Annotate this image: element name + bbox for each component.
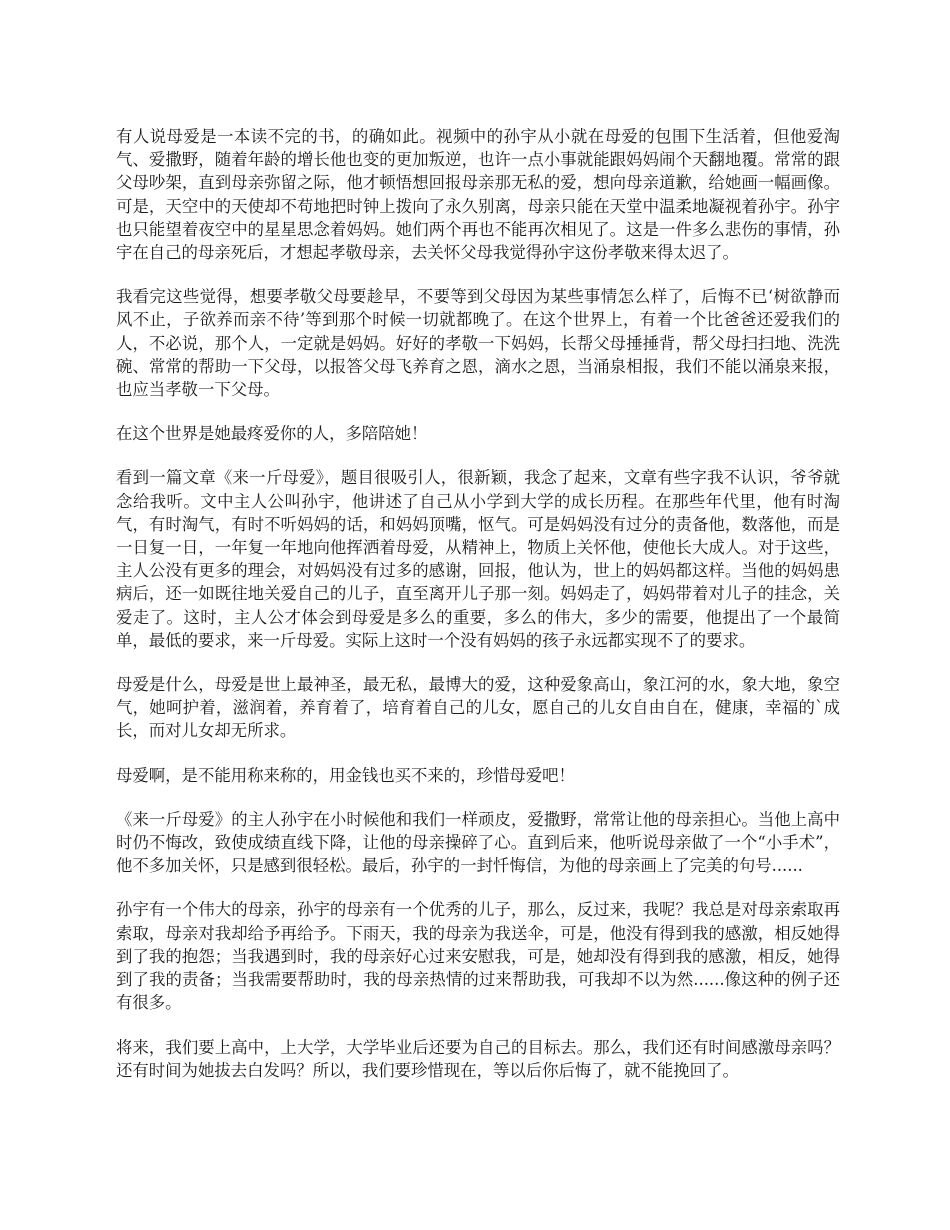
paragraph-8: 孙宇有一个伟大的母亲，孙宇的母亲有一个优秀的儿子，那么，反过来，我呢？我总是对母亲索取再索取，母亲对我却给予再给予。下雨天，我的母亲为我送伞，可是，他没有得到我的感激，相反她得到了我的抱怨；当我遇到时，我的母亲好心过来安慰我，可是，她却没有得到我的感激，相反，她得到了我的责备；当我需要帮助时，我的母亲热情的过来帮助我，可我却不以为然......像这种的例子还有很多。 [116, 900, 840, 1013]
paragraph-9: 将来，我们要上高中，上大学，大学毕业后还要为自己的目标去。那么，我们还有时间感激母亲吗？还有时间为她拔去白发吗？所以，我们要珍惜现在，等以后你后悔了，就不能挽回了。 [116, 1037, 840, 1080]
article-body [116, 125, 840, 1103]
paragraph-1: 有人说母爱是一本读不完的书，的确如此。视频中的孙宇从小就在母爱的包围下生活着，但他爱淘气、爱撒野，随着年龄的增长他也变的更加叛逆，也许一点小事就能跟妈妈闹个天翻地覆。常常的跟父母吵架，直到母亲弥留之际，他才顿悟想回报母亲那无私的爱，想向母亲道歉，给她画一幅画像。可是，天空中的天使却不苟地把时钟上拨向了永久别离，母亲只能在天堂中温柔地凝视着孙宇。孙宇也只能望着夜空中的星星思念着妈妈。她们两个再也不能再次相见了。这是一件多么悲伤的事情，孙宇在自己的母亲死后，才想起孝敬母亲，去关怀父母我觉得孙宇这份孝敬来得太迟了。 [116, 127, 840, 263]
paragraph-6: 母爱啊，是不能用称来称的，用金钱也买不来的，珍惜母爱吧！ [116, 765, 575, 785]
paragraph-2: 我看完这些觉得，想要孝敬父母要趁早，不要等到父母因为某些事情怎么样了，后悔不已‘树欲静而风不止，子欲养而亲不待’等到那个时候一切就都晚了。在这个世界上，有着一个比爸爸还爱我们的人，不必说，那个人，一定就是妈妈。好好的孝敬一下妈妈，长帮父母捶捶背，帮父母扫扫地、洗洗碗、常常的帮助一下父母，以报答父母飞养育之恩，滴水之恩，当涌泉相报，我们不能以涌泉来报，也应当孝敬一下父母。 [116, 287, 840, 400]
paragraph-5: 母爱是什么，母爱是世上最神圣，最无私，最博大的爱，这种爱象高山，象江河的水，象大地，象空气，她呵护着，滋润着，养育着了，培育着自己的儿女，愿自己的儿女自由自在，健康，幸福的`成长，而对儿女却无所求。 [116, 675, 840, 741]
paragraph-3: 在这个世界是她最疼爱你的人，多陪陪她！ [116, 424, 428, 444]
paragraph-4: 看到一篇文章《来一斤母爱》，题目很吸引人，很新颖，我念了起来，文章有些字我不认识，爷爷就念给我听。文中主人公叫孙宇，他讲述了自己从小学到大学的成长历程。在那些年代里，他有时淘气，有时淘气，有时不听妈妈的话，和妈妈顶嘴，怄气。可是妈妈没有过分的责备他，数落他，而是一日复一日，一年复一年地向他挥洒着母爱，从精神上，物质上关怀他，使他长大成人。对于这些，主人公没有更多的理会，对妈妈没有过多的感谢，回报，他认为，世上的妈妈都这样。当他的妈妈患病后，还一如既往地关爱自己的儿子，直至离开儿子那一刻。妈妈走了，妈妈带着对儿子的挂念，关爱走了。这时，主人公才体会到母爱是多么的重要，多么的伟大，多少的需要，他提出了一个最简单，最低的要求，来一斤母爱。实际上这时一个没有妈妈的孩子永远都实现不了的要求。 [116, 468, 840, 650]
paragraph-7: 《来一斤母爱》的主人孙宇在小时候他和我们一样顽皮，爱撒野，常常让他的母亲担心。当他上高中时仍不悔改，致使成绩直线下降，让他的母亲操碎了心。直到后来，他听说母亲做了一个“小手术”，他不多加关怀，只是感到很轻松。最后，孙宇的一封忏悔信，为他的母亲画上了完美的句号...... [116, 809, 840, 876]
